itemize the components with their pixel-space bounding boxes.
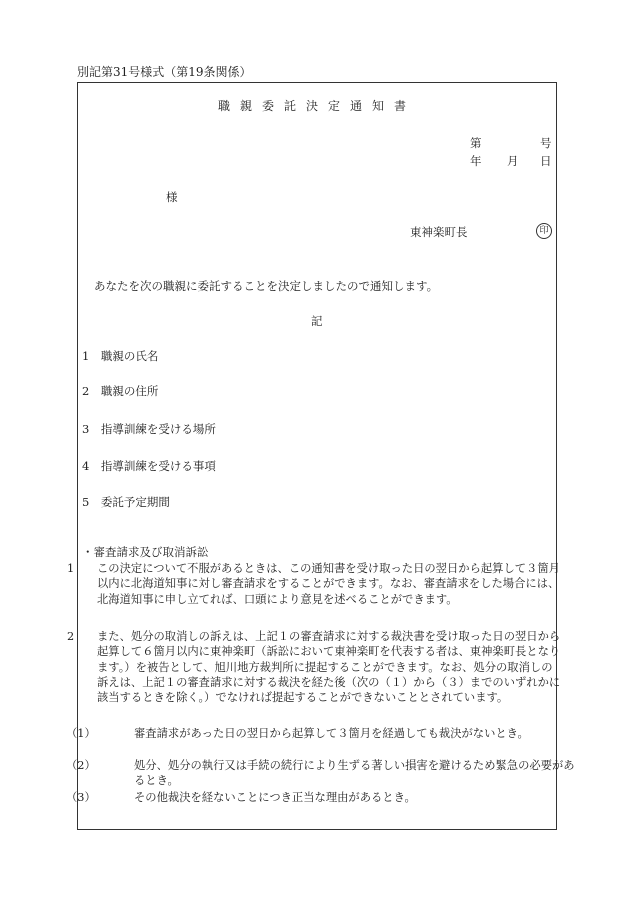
label-dai: 第 [470,136,482,150]
sub-number: （1） [66,727,96,740]
label-hi: 日 [540,154,552,168]
notice-heading: ・審査請求及び取消訴訟 [82,545,209,559]
item-label: 職親の氏名 [100,349,159,363]
item-number: 2 [82,384,90,398]
notice-paragraph-2 [67,629,563,705]
item-label: 職親の住所 [100,384,159,398]
item-label: 指導訓練を受ける場所 [100,422,216,436]
sub-number: （3） [66,791,96,804]
notice-sub-2 [66,758,582,789]
item-name [82,348,158,364]
item-label: 委託予定期間 [100,495,170,509]
item-number: 3 [82,422,90,436]
ki-label: 記 [311,314,323,328]
intro-text: あなたを次の職親に委託することを決定しましたので通知します。 [94,279,439,293]
item-place [82,421,216,437]
sub-number: （2） [66,759,96,772]
item-address [82,383,158,399]
item-label: 指導訓練を受ける事項 [100,459,216,473]
item-number: 1 [82,349,90,363]
paragraph-text: この決定について不服があるときは、この通知書を受け取った日の翌日から起算して３箇月以内に北海道知事に対し審査請求をすることができます。なお、審査請求をした場合には、北海道知事に申し立てれば、口頭により意見を述べることができます。 [97,562,560,606]
label-tsuki: 月 [507,154,519,168]
label-go: 号 [540,136,552,150]
notice-sub-3 [66,790,582,805]
sub-text: 審査請求があった日の翌日から起算して３箇月を経過しても裁決がないとき。 [134,727,529,740]
notice-paragraph-1 [67,561,563,607]
page-title: 職親委託決定通知書 [217,99,416,113]
paragraph-number: 2 [67,630,75,643]
sender-name: 東神楽町長 [410,225,468,239]
item-period [82,494,170,510]
paragraph-text: また、処分の取消しの訴えは、上記１の審査請求に対する裁決書を受け取った日の翌日から起算して６箇月以内に東神楽町（訴訟において東神楽町を代表する者は、東神楽町長となります。）を被告として、旭川地方裁判所に提起することができます。なお、処分の取消しの訴えは、上記１の審査請求に対する裁決を経た後（次の（１）から（３）までのいずれかに該当するときを除く。）でなければ提起することができないこととされています。 [97,630,561,705]
form-caption: 別記第31号様式（第19条関係） [77,65,252,79]
notice-sub-1 [66,726,582,741]
item-matters [82,458,216,474]
seal-mark: 印 [536,223,552,239]
sub-text: 処分、処分の執行又は手続の続行により生ずる著しい損害を避けるため緊急の必要があるとき。 [134,759,575,788]
addressee-suffix: 様 [166,190,178,204]
form-frame [66,82,575,830]
item-number: 5 [82,495,90,509]
sub-text: その他裁決を経ないことにつき正当な理由があるとき。 [134,791,416,804]
paragraph-number: 1 [67,562,75,575]
item-number: 4 [82,459,90,473]
label-nen: 年 [470,154,482,168]
